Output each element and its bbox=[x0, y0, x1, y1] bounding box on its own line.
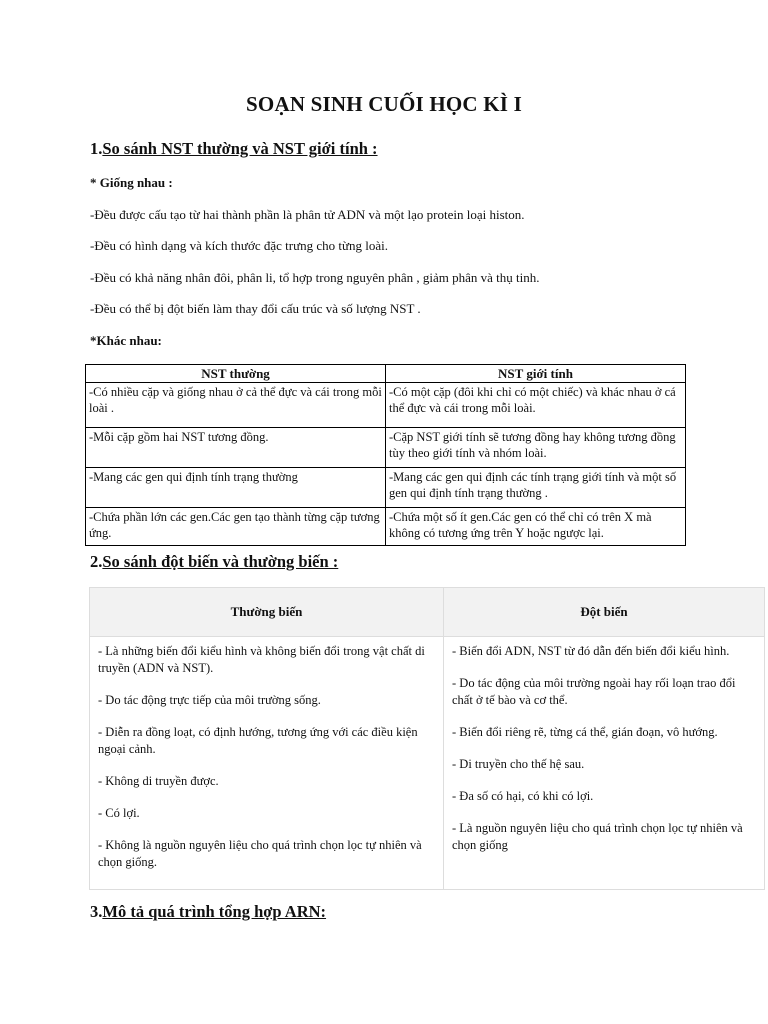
table-cell: -Chứa một số ít gen.Các gen có thể chỉ có trên X mà không có tương ứng trên Y hoặc ngược lại. bbox=[386, 508, 686, 546]
table-cell: -Mang các gen qui định tính trạng thường bbox=[86, 468, 386, 508]
table-cell: -Có một cặp (đôi khi chỉ có một chiếc) và khác nhau ở cá thể đực và cái trong mỗi loài. bbox=[386, 383, 686, 428]
table-header-cell: NST thường bbox=[86, 365, 386, 383]
list-item: - Biến đổi ADN, NST từ đó dẫn đến biến đổi kiểu hình. bbox=[452, 644, 730, 658]
section-3-number: 3. bbox=[90, 902, 103, 921]
table-header-cell: Thường biến bbox=[90, 588, 444, 637]
table-cell: -Chứa phần lớn các gen.Các gen tạo thành từng cặp tương ứng. bbox=[86, 508, 386, 546]
section-2-heading bbox=[90, 552, 338, 572]
similar-item: -Đều được cấu tạo từ hai thành phần là phân tử ADN và một lạo protein loại histon. bbox=[90, 207, 525, 222]
list-item: - Biến đổi riêng rẽ, từng cá thể, gián đoạn, vô hướng. bbox=[452, 725, 718, 739]
table-header-cell: NST giới tính bbox=[386, 365, 686, 383]
list-item: - Di truyền cho thế hệ sau. bbox=[452, 757, 585, 771]
list-item: - Có lợi. bbox=[98, 806, 140, 820]
page-title: SOẠN SINH CUỐI HỌC KÌ I bbox=[246, 92, 522, 116]
similar-item: -Đều có khả năng nhân đôi, phân li, tổ hợp trong nguyên phân , giảm phân và thụ tinh. bbox=[90, 270, 540, 285]
section-1-title: So sánh NST thường và NST giới tính : bbox=[102, 139, 378, 158]
table-cell: -Có nhiều cặp và giống nhau ở cả thể đực và cái trong mỗi loài . bbox=[86, 383, 386, 428]
diff-heading: *Khác nhau: bbox=[90, 333, 162, 348]
table-row bbox=[86, 508, 686, 546]
table-cell: -Mang các gen qui định các tính trạng giới tính và một số gen qui định tính trạng thường . bbox=[386, 468, 686, 508]
section-1-heading bbox=[90, 139, 378, 159]
table-header-row bbox=[86, 365, 686, 383]
table-row bbox=[90, 637, 765, 890]
nst-comparison-table bbox=[85, 364, 686, 546]
section-3-title: Mô tả quá trình tổng hợp ARN: bbox=[102, 902, 327, 921]
table-row bbox=[86, 383, 686, 428]
list-item: - Diễn ra đồng loạt, có định hướng, tương ứng với các điều kiện ngoại cảnh. bbox=[98, 725, 418, 756]
list-item: - Đa số có hại, có khi có lợi. bbox=[452, 789, 594, 803]
table-header-row bbox=[90, 588, 765, 637]
similar-item: -Đều có hình dạng và kích thước đặc trưng cho từng loài. bbox=[90, 238, 389, 253]
table-row bbox=[86, 468, 686, 508]
mutation-comparison-table bbox=[89, 587, 765, 890]
list-item: - Không di truyền được. bbox=[98, 774, 219, 788]
section-2-number: 2. bbox=[90, 552, 103, 571]
table-cell-mutation bbox=[444, 637, 765, 890]
table-header-cell: Đột biến bbox=[444, 588, 765, 637]
section-3-heading bbox=[90, 902, 326, 922]
table-row bbox=[86, 428, 686, 468]
section-2-title: So sánh đột biến và thường biến : bbox=[102, 552, 339, 571]
table-cell: -Cặp NST giới tính sẽ tương đồng hay không tương đồng tùy theo giới tính và nhóm loài. bbox=[386, 428, 686, 468]
list-item: - Không là nguồn nguyên liệu cho quá trình chọn lọc tự nhiên và chọn giống. bbox=[98, 838, 422, 869]
list-item: - Do tác động trực tiếp của môi trường sống. bbox=[98, 693, 321, 707]
table-cell-modification bbox=[90, 637, 444, 890]
similar-heading: * Giống nhau : bbox=[90, 175, 173, 190]
list-item: - Là những biến đổi kiểu hình và không biến đổi trong vật chất di truyền (ADN và NST). bbox=[98, 644, 425, 675]
list-item: - Do tác động của môi trường ngoài hay rối loạn trao đổi chất ở tế bào và cơ thể. bbox=[452, 676, 736, 707]
table-cell: -Mỗi cặp gồm hai NST tương đồng. bbox=[86, 428, 386, 468]
section-1-number: 1. bbox=[90, 139, 103, 158]
similar-item: -Đều có thể bị đột biến làm thay đổi cấu trúc và số lượng NST . bbox=[90, 301, 421, 316]
list-item: - Là nguồn nguyên liệu cho quá trình chọn lọc tự nhiên và chọn giống bbox=[452, 821, 743, 852]
